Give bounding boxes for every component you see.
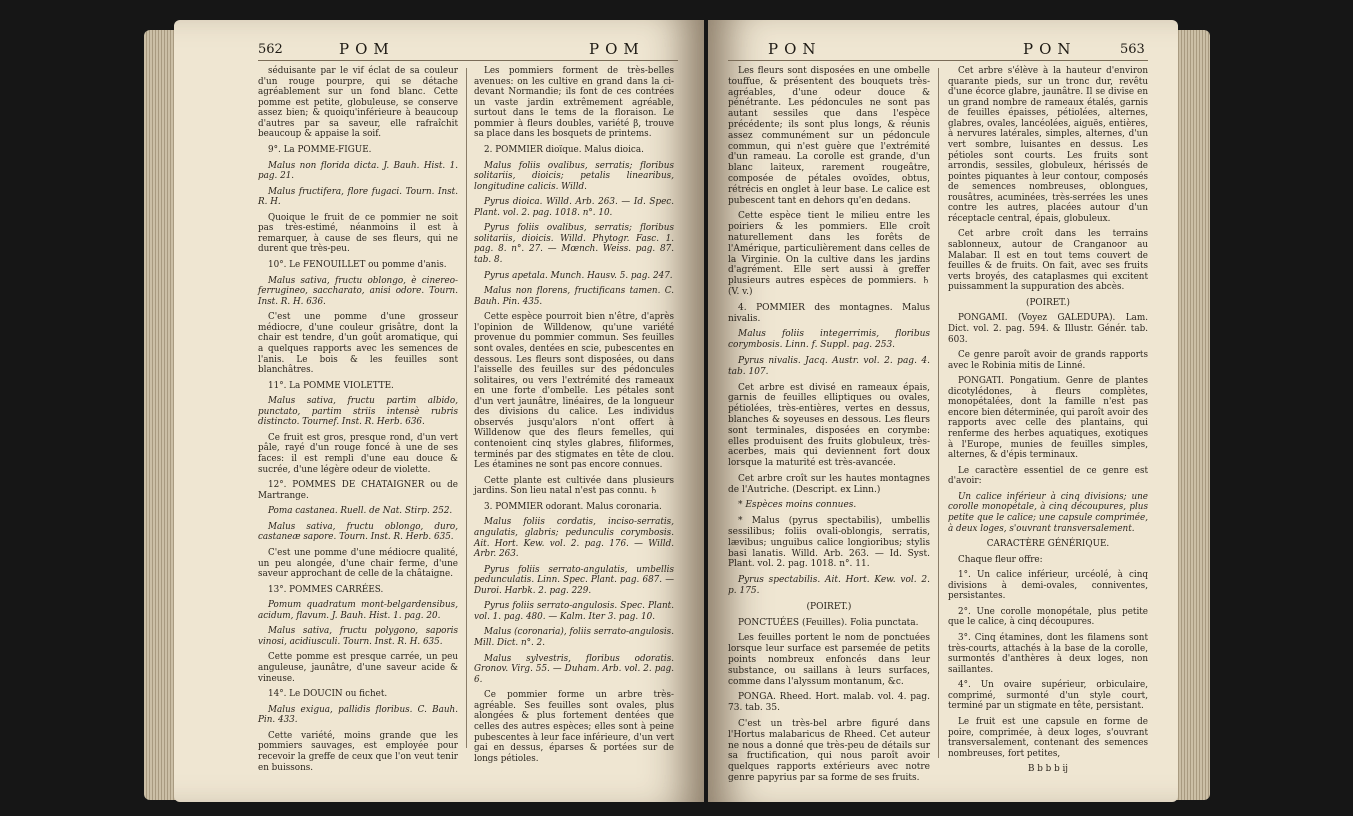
paragraph: PONGAMI. (Voyez GALEDUPA). Lam. Dict. vol. 2. pag. 594. & Illustr. Génér. tab. 603. [948,313,1148,345]
paragraph: C'est une pomme d'une médiocre qualité, un peu alongée, d'une chair ferme, d'une saveur approchant de celle de la châtaigne. [258,547,458,580]
paragraph: Ce pommier forme un arbre très-agréable. Ses feuilles sont ovales, plus alongées & plus fortement dentées que celles des autres espèces; elles sont à peine pubescentes à leur face inférieure, d'un vert gai en dessus, éparses & portées sur de longs pétioles. [474,690,674,764]
paragraph: Pomum quadratum mont-belgardensibus, acidum, flavum. J. Bauh. Hist. 1. pag. 20. [258,600,458,621]
paragraph: Malus sativa, fructu oblongo, è cinereo-ferrugineo, saccharato, anisi odore. Tourn. Inst. R. H. 636. [258,275,458,307]
paragraph: Pyrus foliis serrato-angulatis, umbellis pedunculatis. Linn. Spec. Plant. pag. 687. — Duroi. Harbk. 2. pag. 229. [474,564,674,596]
left-column-1 [258,66,458,778]
paragraph: C'est une pomme d'une grosseur médiocre, d'une couleur grisâtre, dont la chair est tendre, d'un goût aromatique, qui a quelques rapports avec les semences de l'anis. Le bois & les feuilles sont blanchâtres. [258,312,458,376]
paragraph: 10°. Le FENOUILLET ou pomme d'anis. [268,260,447,270]
paragraph: Les pommiers forment de très-belles avenues: on les cultive en grand dans la ci-devant Normandie; ils font de ces contrées un vaste jardin extrêmement agréable, surtout dans le tems de la floraison. Le pommier à fleurs doubles, variété β, trouve sa place dans les bosquets de printems. [474,66,674,140]
right-head-rule [728,60,1148,61]
paragraph: B b b b ij [1027,764,1069,775]
paragraph: CARACTÈRE GÉNÉRIQUE. [986,539,1110,550]
paragraph: Malus non florida dicta. J. Bauh. Hist. 1. pag. 21. [258,160,458,182]
right-page-number: 563 [1120,42,1145,57]
paragraph: Cet arbre croît sur les hautes montagnes de l'Autriche. (Descript. ex Linn.) [728,473,930,495]
paragraph: Pyrus apetala. Munch. Hausv. 5. pag. 247. [484,270,673,281]
paragraph: Quoique le fruit de ce pommier ne soit pas très-estimé, néanmoins il est à remarquer, à cause de ses fleurs, qui ne durent que très-peu. [258,212,458,255]
paragraph: Cette pomme est presque carrée, un peu anguleuse, jaunâtre, d'une saveur acide & vineuse. [258,652,458,684]
paragraph: Pyrus nivalis. Jacq. Austr. vol. 2. pag. 4. tab. 107. [728,355,930,377]
paragraph: Cet arbre est divisé en rameaux épais, garnis de feuilles elliptiques ou ovales, pétiolées, très-entières, vertes en dessus, blanches & soyeuses en dessous. Les fleurs sont terminales, disposées en corymbe: elles produisent des fruits globuleux, très-acerbes, mais qui deviennent fort doux lorsque la maturité est très-avancée. [728,382,930,469]
paragraph: PONGATI. Pongatium. Genre de plantes dicotylédones, à fleurs complètes, monopétalées, dont la famille n'est pas encore bien déterminée, qui paroît avoir des rapports avec celle des plantains, qui renferme des herbes aquatiques, exotiques à l'Europe, munies de feuilles simples, alternes, & d'épis terminaux. [948,376,1148,461]
left-running-head-2: POM [589,40,645,58]
right-column-2 [948,66,1148,780]
paragraph: Pyrus foliis serrato-angulosis. Spec. Plant. vol. 1. pag. 480. — Kalm. Iter 3. pag. 10. [474,601,674,622]
left-column-divider [466,68,467,748]
paragraph: * Espèces moins connues. [738,500,857,511]
paragraph: 3. POMMIER odorant. Malus coronaria. [484,501,662,512]
paragraph: 4. POMMIER des montagnes. Malus nivalis. [728,302,930,324]
paragraph: 12°. POMMES DE CHATAIGNER ou de Martrange. [258,480,458,501]
paragraph: PONGA. Rheed. Hort. malab. vol. 4. pag. 73. tab. 35. [728,692,930,714]
paragraph: Malus sativa, fructu oblongo, duro, castaneæ sapore. Tourn. Inst. R. Herb. 635. [258,521,458,543]
paragraph: Malus fructifera, flore fugaci. Tourn. Inst. R. H. [258,186,458,208]
paragraph: 14°. Le DOUCIN ou fichet. [268,689,388,700]
paragraph: (POIRET.) [1026,297,1070,308]
paragraph: Les feuilles portent le nom de ponctuées lorsque leur surface est parsemée de petits points nombreux enfoncés dans leur substance, ou saillans à leurs surfaces, comme dans l'alyssum montanum, &c. [728,633,930,687]
paragraph: C'est un très-bel arbre figuré dans l'Hortus malabaricus de Rheed. Cet auteur ne nous a donné que très-peu de détails sur sa fructification, qui nous paroît avoir quelques rapports extérieurs avec notre genre papyrius par sa forme de ses fruits. [728,719,930,784]
paragraph: Un calice inférieur à cinq divisions; une corolle monopétale, à cinq découpures, plus petite que le calice; une capsule comprimée, à deux loges, s'ouvrant transversalement. [948,491,1148,534]
paragraph: Chaque fleur offre: [958,554,1043,565]
paragraph: Cette espèce pourroit bien n'être, d'après l'opinion de Willdenow, qu'une variété provenue du pommier commun. Ses feuilles sont ovales, dentées en scie, pubescentes en dessous. Les fleurs sont disposées, ou dans l'aisselle des feuilles sur des pédoncules solitaires, ou vers l'extrémité des rameaux en une forte d'ombelle. Les pétales sont d'un vert jaunâtre, linéaires, de la longueur des divisions du calice. Les individus observés jusqu'alors n'ont offert à Willdenow que des fleurs femelles, qui contenoient cinq styles glabres, filiformes, terminés par des stigmates en tête de clou. Les étamines ne sont pas encore connues. [474,312,674,471]
paragraph: Cette espèce tient le milieu entre les poiriers & les pommiers. Elle croît naturellement dans les forêts de l'Amérique, particulièrement dans celles de la Virginie. On la cultive dans les jardins d'agrément. Elle sert aussi à greffer plusieurs autres espèces de pommiers. ♄ (V. v.) [728,211,930,297]
paragraph: 3°. Cinq étamines, dont les filamens sont très-courts, attachés à la base de la corolle, surmontés d'anthères à deux loges, non saillantes. [948,633,1148,675]
paragraph: 1°. Un calice inférieur, urcéolé, à cinq divisions à demi-ovales, conniventes, persistantes. [948,570,1148,602]
paragraph: séduisante par le vif éclat de sa couleur d'un rouge pourpre, qui se détache agréablement sur un fond blanc. Cette pomme est petite, globuleuse, se conserve assez bien; & quoiqu'inférieure à beaucoup d'autres par sa saveur, elle rafraîchit beaucoup & appaise la soif. [258,66,458,140]
paragraph: 13°. POMMES CARRÉES. [268,584,384,595]
paragraph: Pyrus dioica. Willd. Arb. 263. — Id. Spec. Plant. vol. 2. pag. 1018. n°. 10. [474,197,674,218]
right-running-head-1: PON [768,40,822,58]
left-page-edge [144,30,176,800]
paragraph: Le fruit est une capsule en forme de poire, comprimée, à deux loges, s'ouvrant transversalement, contenant des semences nombreuses, fort petites, [948,716,1148,759]
paragraph: Cet arbre s'élève à la hauteur d'environ quarante pieds, sur un tronc dur, revêtu d'une écorce glabre, jaunâtre. Il se divise en un grand nombre de rameaux étalés, garnis de feuilles épaisses, pétiolées, alternes, glabres, ovales, lancéolées, aiguës, entières, à nervures latérales, simples, alternes, d'un vert sombre, luisantes en dessus. Les pétioles sont courts. Les fruits sont arrondis, sessiles, globuleux, hérissés de pointes piquantes à leur contour, composés de semences nombreuses, oblongues, rousâtres, acuminées, très-serrées les unes contre les autres, placées autour d'un réceptacle central, épais, globuleux. [948,66,1148,224]
paragraph: Ce fruit est gros, presque rond, d'un vert pâle, rayé d'un rouge foncé à une de ses faces: il est rempli d'une eau douce & sucrée, d'une légère odeur de violette. [258,432,458,475]
paragraph: Cette plante est cultivée dans plusieurs jardins. Son lieu natal n'est pas connu. ♄ [474,475,674,497]
right-page-edge [1176,30,1210,800]
paragraph: PONCTUÉES (Feuilles). Folia punctata. [738,617,919,628]
right-column-divider [938,68,939,758]
paragraph: Les fleurs sont disposées en une ombelle touffue, & présentent des bouquets très-agréables, d'une odeur douce & pénétrante. Les pédoncules ne sont pas autant sessiles que dans l'espèce précédente; ils sont plus longs, & réunis assez communément sur un pédoncule commun, qui n'est guère que l'extrémité d'un rameau. La corolle est grande, d'un blanc laiteux, rarement rougeâtre, composée de pétales ovoïdes, obtus, rétrécis en onglet à leur base. Le calice est pubescent tant en dehors qu'en dedans. [728,66,930,206]
paragraph: Malus sativa, fructu polygono, saporis vinosi, acidiusculi. Tourn. Inst. R. H. 635. [258,626,458,647]
paragraph: Malus sativa, fructu partim albido, punctato, partim striis intensè rubris distincto. Tournef. Inst. R. Herb. 636. [258,396,458,428]
paragraph: Malus non florens, fructificans tamen. C. Bauh. Pin. 435. [474,286,674,307]
paragraph: 2. POMMIER dioïque. Malus dioica. [484,144,644,155]
left-running-head-1: POM [339,40,395,58]
right-page [708,20,1178,802]
paragraph: Malus exigua, pallidis floribus. C. Bauh. Pin. 433. [258,704,458,726]
right-column-1 [728,66,930,789]
paragraph: 2°. Une corolle monopétale, plus petite que le calice, à cinq découpures. [948,606,1148,628]
paragraph: Malus sylvestris, floribus odoratis. Gronov. Virg. 55. — Duham. Arb. vol. 2. pag. 6. [474,653,674,685]
paragraph: Malus (coronaria), foliis serrato-angulosis. Mill. Dict. n°. 2. [474,627,674,648]
left-column-2 [474,66,674,769]
left-page [174,20,704,802]
paragraph: 4°. Un ovaire supérieur, orbiculaire, comprimé, surmonté d'un style court, terminé par un stigmate en tête, persistant. [948,680,1148,712]
paragraph: Cette variété, moins grande que les pommiers sauvages, est employée pour recevoir la greffe de ceux que l'on veut tenir en buissons. [258,730,458,773]
paragraph: Malus foliis cordatis, inciso-serratis, angulatis, glabris; pedunculis corymbosis. Ait. Hort. Kew. vol. 2. pag. 176. — Willd. Arbr. 263. [474,517,674,560]
paragraph: * Malus (pyrus spectabilis), umbellis sessilibus; foliis ovali-oblongis, serratis, lævibus; unguibus calice longioribus; stylis basi lanatis. Willd. Arb. 263. — Id. Syst. Plant. vol. 2. pag. 1018. n°. 11. [728,516,930,570]
paragraph: (POIRET.) [806,601,852,612]
paragraph: Poma castanea. Ruell. de Nat. Stirp. 252. [268,506,453,517]
right-running-head-2: PON [1023,40,1077,58]
paragraph: Ce genre paroît avoir de grands rapports avec le Robinia mitis de Linné. [948,350,1148,371]
open-book [24,10,1329,810]
paragraph: Le caractère essentiel de ce genre est d'avoir: [948,465,1148,487]
paragraph: 11°. La POMME VIOLETTE. [268,380,394,391]
paragraph: 9°. La POMME-FIGUE. [268,144,372,155]
paragraph: Malus foliis ovalibus, serratis; floribus solitariis, dioicis; petalis linearibus, longitudine calicis. Willd. [474,160,674,192]
left-page-number: 562 [258,42,283,57]
paragraph: Malus foliis integerrimis, floribus corymbosis. Linn. f. Suppl. pag. 253. [728,329,930,351]
paragraph: Pyrus foliis ovalibus, serratis; floribus solitariis, dioicis. Willd. Phytogr. Fasc. 1. pag. 8. n°. 27. — Mœnch. Weiss. pag. 87. tab. 8. [474,223,674,265]
paragraph: Pyrus spectabilis. Ait. Hort. Kew. vol. 2. p. 175. [728,575,930,597]
paragraph: Cet arbre croît dans les terrains sablonneux, autour de Cranganoor au Malabar. Il est en tout tems couvert de feuilles & de fruits. On fait, avec ses fruits verts broyés, des cataplasmes qui excitent puissamment la suppuration des abcès. [948,229,1148,293]
left-head-rule [258,60,678,61]
